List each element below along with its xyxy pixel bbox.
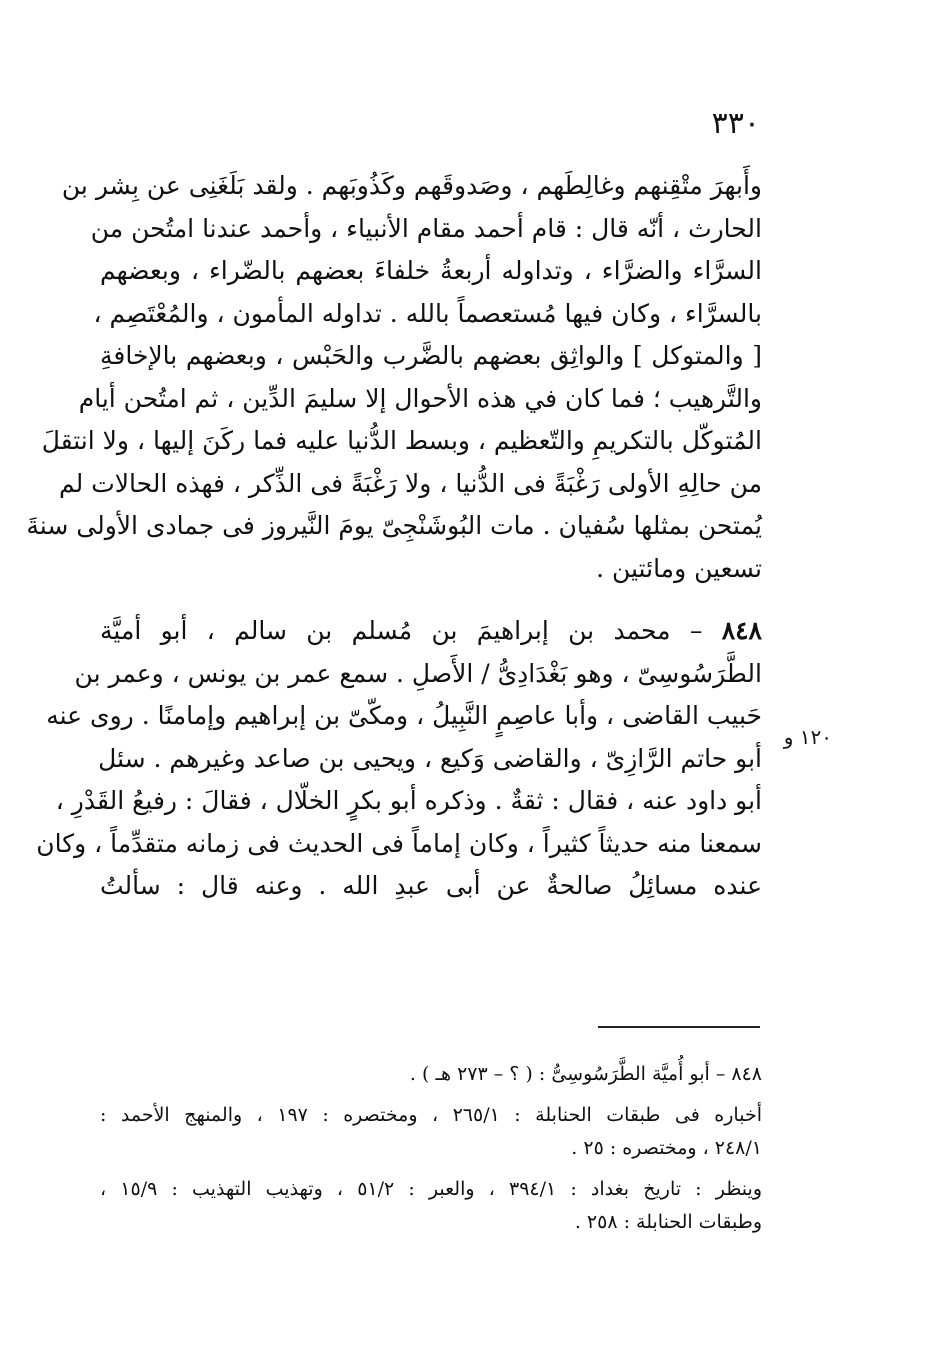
manuscript-folio-note: ١٢٠ و: [783, 725, 832, 749]
paragraph-biography-continued: [26, 165, 762, 590]
text-line: المُتوكّل بالتكريمِ والتّعظيم ، وبسط الدُّنيا عليه فما ركَنَ إليها ، ولا انتقلَ: [41, 426, 762, 455]
text-line: حَبيب القاضى ، وأبا عاصِمٍ النَّبِيلُ ، ومكّىّ بن إبراهيم وإمامنًا . روى عنه: [46, 701, 762, 730]
footnote-sources: [100, 1099, 762, 1165]
footnote-line: وينظر : تاريخ بغداد : ٣٩٤/١ ، والعبر : ٥١/٢ ، وتهذيب التهذيب : ١٥/٩ ،: [100, 1178, 762, 1200]
main-text: [26, 165, 762, 908]
text-line: الحارث ، أنّه قال : قام أحمد مقام الأنبياء ، وأحمد عندنا امتُحن من: [90, 213, 762, 243]
footnote-divider: [598, 1026, 760, 1028]
text-line: سمعنا منه حديثاً كثيراً ، وكان إماماً فى الحديث فى زمانه متقدِّماً ، وكان: [36, 828, 762, 858]
text-line: بالسرَّاء ، وكان فيها مُستعصماً بالله . تداوله المأمون ، والمُعْتَصِم ،: [93, 298, 762, 328]
footnote-references: [100, 1173, 762, 1239]
text-line: السرَّاء والضرَّاء ، وتداوله أربعةُ خلفاءَ بعضهم بالضّراء ، وبعضهم: [100, 256, 762, 285]
text-line: [ والمتوكل ] والواثِق بعضهم بالضَّرب والحَبْس ، وبعضهم بالإخافةِ: [100, 341, 762, 370]
footnote-line: أخباره فى طبقات الحنابلة : ٢٦٥/١ ، ومختصره : ١٩٧ ، والمنهج الأحمد :: [100, 1104, 762, 1126]
text-line: تسعين ومائتين .: [596, 553, 762, 583]
entry-number: ٨٤٨: [721, 616, 762, 645]
paragraph-entry-848: [36, 610, 762, 908]
text-line: أبو داود عنه ، فقال : ثقةٌ . وذكره أبو بكرٍ الخلّال ، فقالَ : رفيعُ القَدْرِ ،: [55, 786, 762, 815]
page-number: ٣٣٠: [711, 106, 760, 141]
text-line: الطَّرَسُوسِىّ ، وهو بَغْدَادِىُّ / الأَصلِ . سمع عمر بن يونس ، وعمر بن: [74, 658, 762, 688]
entry-heading-text: – محمد بن إبراهيمَ بن مُسلم بن سالم ، أبو أميَّة: [100, 616, 722, 645]
text-line: عنده مسائِلُ صالحةٌ عن أبى عبدِ الله . وعنه قال : سألتُ: [100, 871, 762, 900]
footnote-line: وطبقات الحنابلة : ٢٥٨ .: [574, 1211, 762, 1233]
footnote-line: ٢٤٨/١ ، ومختصره : ٢٥ .: [571, 1137, 762, 1159]
text-line: من حالِهِ الأولى رَغْبَةً فى الدُّنيا ، ولا رَغْبَةً فى الذِّكر ، فهذه الحالات لم: [59, 468, 762, 498]
text-line: أبو حاتم الرَّازِىّ ، والقاضى وَكيع ، ويحيى بن صاعد وغيرهم . سئل: [98, 743, 762, 773]
footnote-header: [100, 1058, 762, 1091]
entry-heading-line: [100, 610, 762, 653]
text-line: وأَبهرَ متْقِنهم وغالِطَهم ، وصَدوقَهم وكَذُوبَهم . ولقد بَلَغَنِى عن بِشر بن: [61, 171, 762, 200]
text-line: يُمتحن بمثلها سُفيان . مات البُوشَنْجِىّ يومَ النَّيروز فى جمادى الأولى سنةَ: [26, 511, 762, 540]
footnotes: [100, 1058, 762, 1239]
text-line: والتَّرهيب ؛ فما كان في هذه الأحوال إلا سليمَ الدِّين ، ثم امتُحن أيام: [78, 383, 762, 413]
footnote-line: ٨٤٨ – أبو أُميَّة الطَّرَسُوسِىُّ : ( ؟ – ٢٧٣ هـ ) .: [409, 1063, 762, 1085]
